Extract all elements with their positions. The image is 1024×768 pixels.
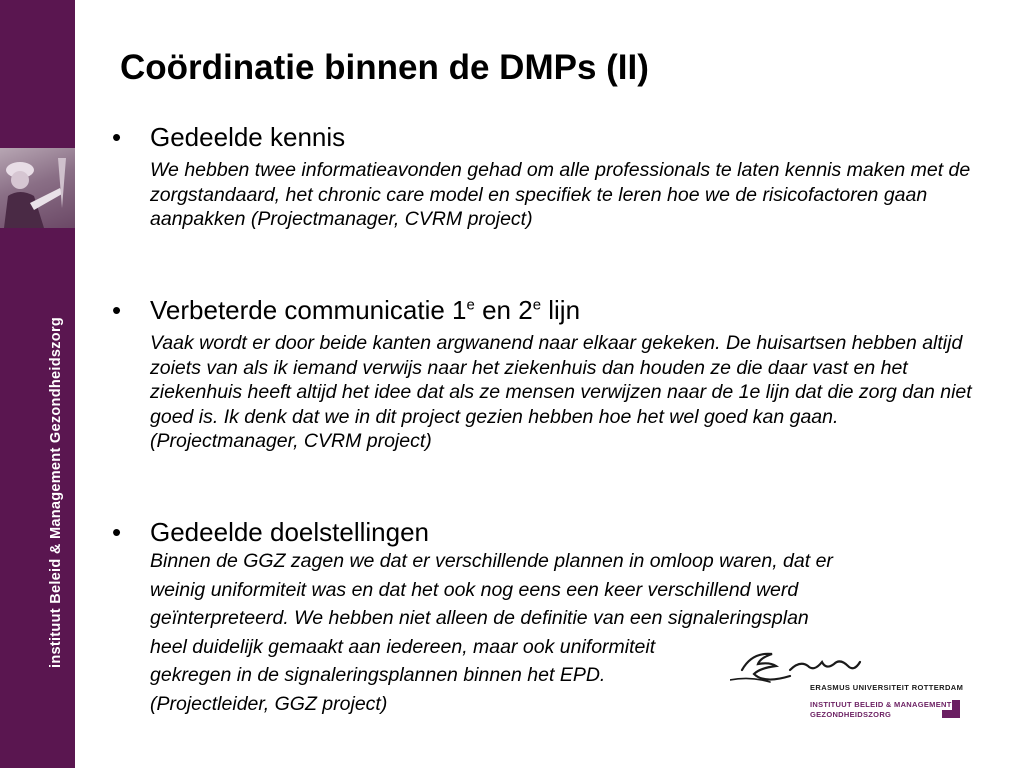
slide-title: Coördinatie binnen de DMPs (II) bbox=[120, 48, 649, 87]
quote-line: gekregen in de signaleringsplannen binnen het EPD. bbox=[150, 664, 606, 686]
quote-line: heel duidelijk gemaakt aan iedereen, maar ook uniformiteit bbox=[150, 635, 656, 658]
erasmus-logo bbox=[730, 640, 970, 725]
quote-line: geïnterpreteerd. We hebben niet alleen de definitie van een signaleringsplan bbox=[150, 607, 809, 629]
institute-name: INSTITUUT BELEID & MANAGEMENT GEZONDHEIDSZORG bbox=[810, 700, 952, 719]
bullet-icon: • bbox=[112, 517, 122, 547]
erasmus-portrait-image bbox=[0, 148, 75, 228]
section-quote: We hebben twee informatieavonden gehad om alle professionals te laten kennis maken met de zorgstandaard, het chronic care model en specifiek te leren hoe we de risicofactoren gaan aanpakken (Projectmanager, CVRM project) bbox=[150, 159, 971, 230]
bullet-icon: • bbox=[112, 295, 122, 325]
university-name: ERASMUS UNIVERSITEIT ROTTERDAM bbox=[810, 683, 964, 692]
sidebar-photo bbox=[0, 148, 75, 228]
logo-corner-mark bbox=[942, 710, 960, 718]
quote-line: weinig uniformiteit was en dat het ook nog eens een keer verschillend werd bbox=[150, 578, 799, 601]
institute-vertical-label: instituut Beleid & Management Gezondheidszorg bbox=[48, 316, 64, 668]
section-quote: Vaak wordt er door beide kanten argwanend naar elkaar gekeken. De huisartsen hebben altijd zoiets van als ik iemand verwijs naar het ziekenhuis dan houden ze die daar vast en het ziekenhuis heeft altijd het idee dat als ze mensen verwijzen naar de 1e lijn dat die zorg dan niet goed is. Ik denk dat we in dit project gezien hebben hoe het wel goed kan gaan. (Projectmanager, CVRM project) bbox=[150, 332, 972, 452]
quote-line: Binnen de GGZ zagen we dat er verschillende plannen in omloop waren, dat er bbox=[150, 550, 833, 572]
section-shared-knowledge bbox=[112, 122, 982, 232]
sidebar bbox=[0, 0, 75, 768]
section-heading: Gedeelde kennis bbox=[150, 122, 346, 152]
bullet-icon: • bbox=[112, 122, 122, 152]
section-improved-communication bbox=[112, 295, 982, 454]
erasmus-signature-icon bbox=[730, 640, 890, 688]
quote-line: (Projectleider, GGZ project) bbox=[150, 692, 388, 715]
section-heading: Verbeterde communicatie 1e en 2e lijn bbox=[150, 295, 581, 325]
section-heading: Gedeelde doelstellingen bbox=[150, 517, 429, 547]
